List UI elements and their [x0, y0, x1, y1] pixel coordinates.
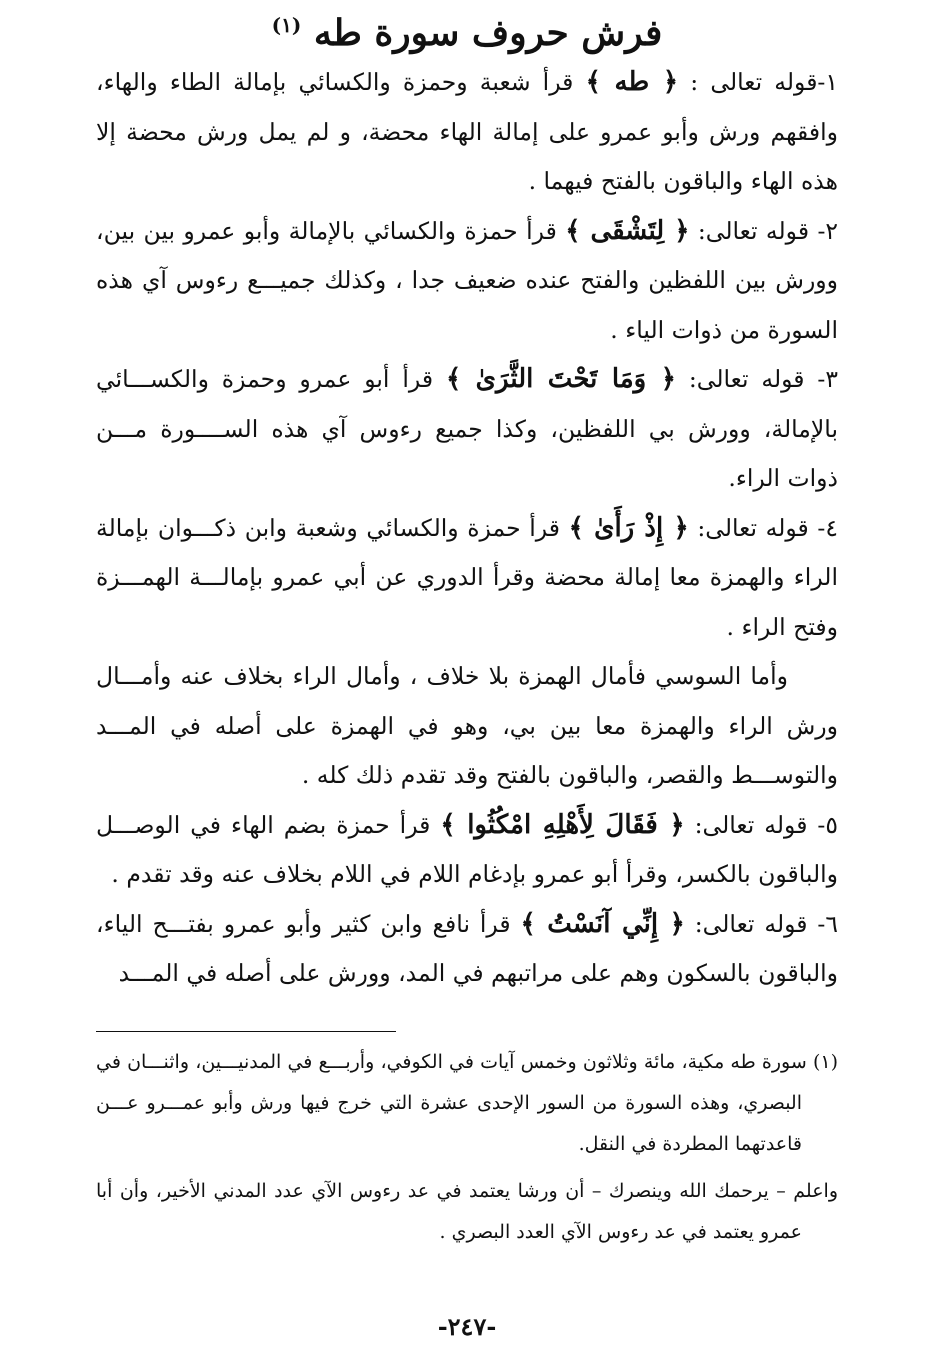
quran-verse: ﴿ وَمَا تَحْتَ الثَّرَىٰ ﴾	[445, 364, 676, 394]
paragraph-7	[96, 900, 838, 999]
footnotes	[96, 1042, 838, 1253]
paragraph-1	[96, 58, 838, 207]
main-text	[96, 58, 838, 999]
paragraph-6	[96, 801, 838, 900]
paragraph-lead: ٢- قوله تعالى:	[689, 216, 839, 245]
paragraph-lead: وأما السوسي فأمال الهمزة بلا خلاف ، وأمال الراء بخلاف عنه وأمـــال ورش الراء والهمزة معا بين بي، وهو في الهمزة على أصله في المـــد والتوســـط والقصر، والباقون بالفتح وقد تقدم ذلك كله .	[96, 662, 838, 789]
quran-verse: ﴿ إِذْ رَأَىٰ ﴾	[568, 512, 689, 543]
page	[96, 0, 838, 1368]
paragraph-2	[96, 207, 838, 356]
paragraph-commentary: قرأ حمزة بضم الهاء في الوصـــل والباقون بالكسر، وقرأ أبو عمرو بإدغام اللام في اللام بخلاف عنه وقد تقدم .	[96, 810, 838, 888]
title-text: فرش حروف سورة طه	[313, 12, 663, 54]
paragraph-commentary: قرأ حمزة والكسائي بالإمالة وأبو عمرو بين بين، وورش بين اللفظين والفتح عنده ضعيف جدا ، وكذلك جميـــع رءوس آي هذه السورة من ذوات الياء .	[96, 216, 838, 344]
paragraph-lead: ٥- قوله تعالى:	[684, 810, 838, 839]
paragraph-commentary: قرأ حمزة والكسائي وشعبة وابن ذكـــوان بإمالة الراء والهمزة معا إمالة محضة وقرأ الدوري عن أبي عمرو بإمالـــة الهمـــزة وفتح الراء .	[96, 513, 838, 641]
paragraph-4	[96, 504, 838, 653]
page-title	[96, 4, 838, 54]
footnote-1: (١) سورة طه مكية، مائة وثلاثون وخمس آيات في الكوفي، وأربـــع في المدنيـــين، واثنـــان في البصري، وهذه السورة من السور الإحدى عشرة التي خرج فيها ورش وأبو عمـــرو عـــن قاعدتهما المطردة في النقل.	[96, 1050, 838, 1155]
paragraph-lead: ٣- قوله تعالى:	[675, 365, 838, 393]
title-footnote-marker: (١)	[271, 13, 302, 37]
footnote-note: واعلم – يرحمك الله وينصرك – أن ورشا يعتمد في عد رءوس الآي عدد المدني الأخير، وأن أبا عمرو يعتمد في عد رءوس الآي العدد البصري .	[96, 1179, 838, 1243]
quran-verse: ﴿ إِنِّي آنَسْتُ ﴾	[520, 908, 685, 939]
paragraph-commentary: قرأ شعبة وحمزة والكسائي بإمالة الطاء والهاء، وافقهم ورش وأبو عمرو على إمالة الهاء محضة، و لم يمل ورش محضة إلا هذه الهاء والباقون بالفتح فيهما .	[96, 68, 838, 195]
paragraph-5	[96, 652, 838, 801]
quran-verse: ﴿ طه ﴾	[585, 67, 679, 97]
quran-verse: ﴿ لِتَشْقَى ﴾	[565, 215, 690, 246]
quran-verse: ﴿ فَقَالَ لِأَهْلِهِ امْكُثُوا ﴾	[440, 809, 685, 840]
paragraph-3	[96, 355, 838, 504]
paragraph-lead: ١-قوله تعالى :	[678, 68, 838, 96]
paragraph-lead: ٦- قوله تعالى:	[684, 909, 838, 938]
page-number: -٢٤٧-	[437, 1312, 497, 1341]
footnote-separator	[96, 1031, 396, 1032]
paragraph-lead: ٤- قوله تعالى:	[688, 513, 838, 542]
paragraph-commentary: قرأ نافع وابن كثير وأبو عمرو بفتـــح الياء، والباقون بالسكون وهم على مراتبهم في المد، وورش على أصله في المـــد	[96, 909, 838, 987]
paragraph-commentary: قرأ أبو عمرو وحمزة والكســـائي بالإمالة، وورش بي اللفظين، وكذا جميع رءوس آي هذه الســــورة مـــن ذوات الراء.	[96, 365, 838, 492]
